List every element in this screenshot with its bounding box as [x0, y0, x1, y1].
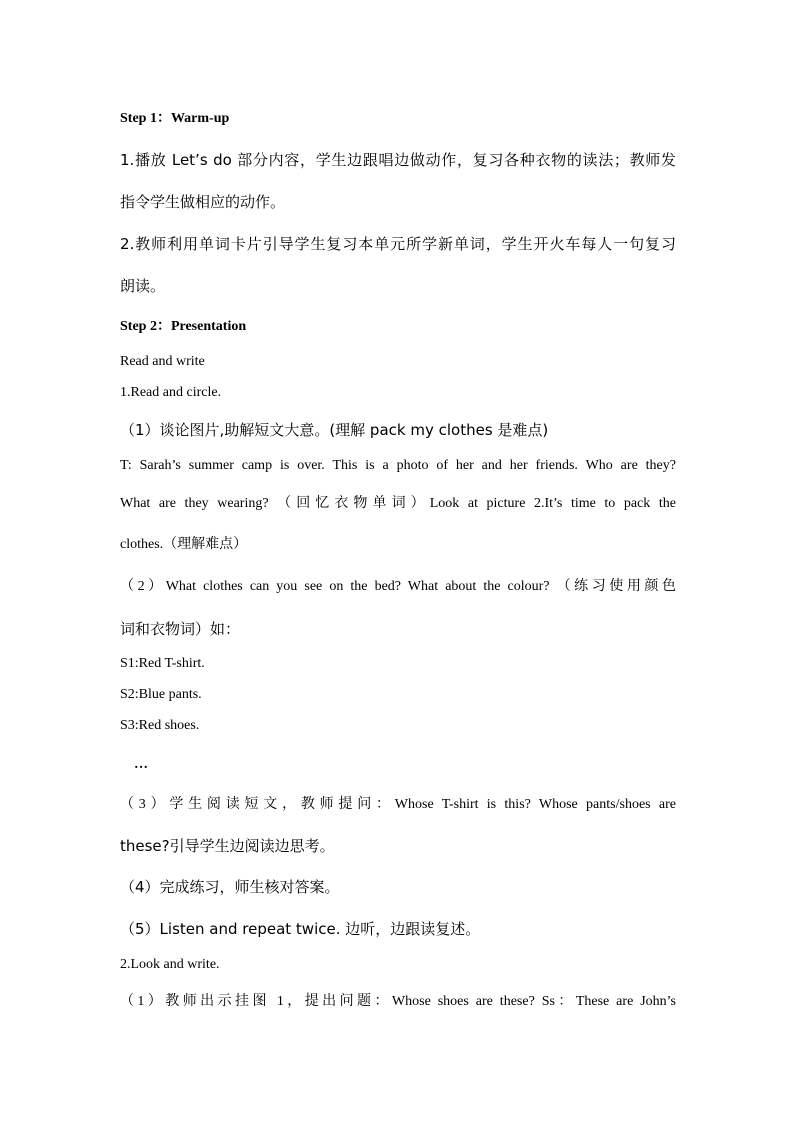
step2-heading: Step 2：Presentation: [120, 319, 247, 334]
student-3-answer: S3:Red shoes.: [120, 718, 200, 733]
read-and-write-label: Read and write: [120, 354, 205, 369]
teacher-line-1: T: Sarah’s summer camp is over. This is a photo of her and her friends. Who are they?: [120, 458, 676, 473]
ellipsis: …: [134, 757, 148, 772]
student-2-answer: S2:Blue pants.: [120, 687, 202, 702]
teacher-line-2: What are they wearing? （回忆衣物单词）Look at picture 2.It’s time to pack the: [120, 496, 676, 511]
item-3-line-2: these?引导学生边阅读边思考。: [120, 837, 335, 855]
item-4: （4）完成练习，师生核对答案。: [120, 878, 340, 896]
look-and-write-label: 2.Look and write.: [120, 957, 220, 972]
step1-heading: Step 1：Warm-up: [120, 111, 230, 126]
read-and-circle-label: 1.Read and circle.: [120, 385, 222, 400]
item-2-line-1: （2）What clothes can you see on the bed? What about the colour? （练习使用颜色: [120, 579, 676, 594]
item-5: （5）Listen and repeat twice. 边听，边跟读复述。: [120, 920, 481, 938]
item-1: （1）谈论图片,助解短文大意。(理解 pack my clothes 是难点): [120, 421, 549, 439]
step1-paragraph1-line1: 1.播放 Let’s do 部分内容，学生边跟唱边做动作，复习各种衣物的读法；教师发: [120, 151, 676, 169]
item-3-line-1: （3）学生阅读短文，教师提问：Whose T-shirt is this? Whose pants/shoes are: [120, 797, 676, 812]
step1-paragraph2-line1: 2.教师利用单词卡片引导学生复习本单元所学新单词，学生开火车每人一句复习: [120, 235, 676, 253]
step1-paragraph1-line2: 指令学生做相应的动作。: [120, 193, 286, 211]
step1-paragraph2-line2: 朗读。: [120, 277, 166, 295]
teacher-line-3: clothes.（理解难点）: [120, 537, 248, 552]
item-2-line-2: 词和衣物词）如：: [120, 620, 241, 638]
last-item-line: （1）教师出示挂图 1，提出问题：Whose shoes are these? Ss：These are John’s: [120, 994, 676, 1009]
student-1-answer: S1:Red T-shirt.: [120, 656, 205, 671]
